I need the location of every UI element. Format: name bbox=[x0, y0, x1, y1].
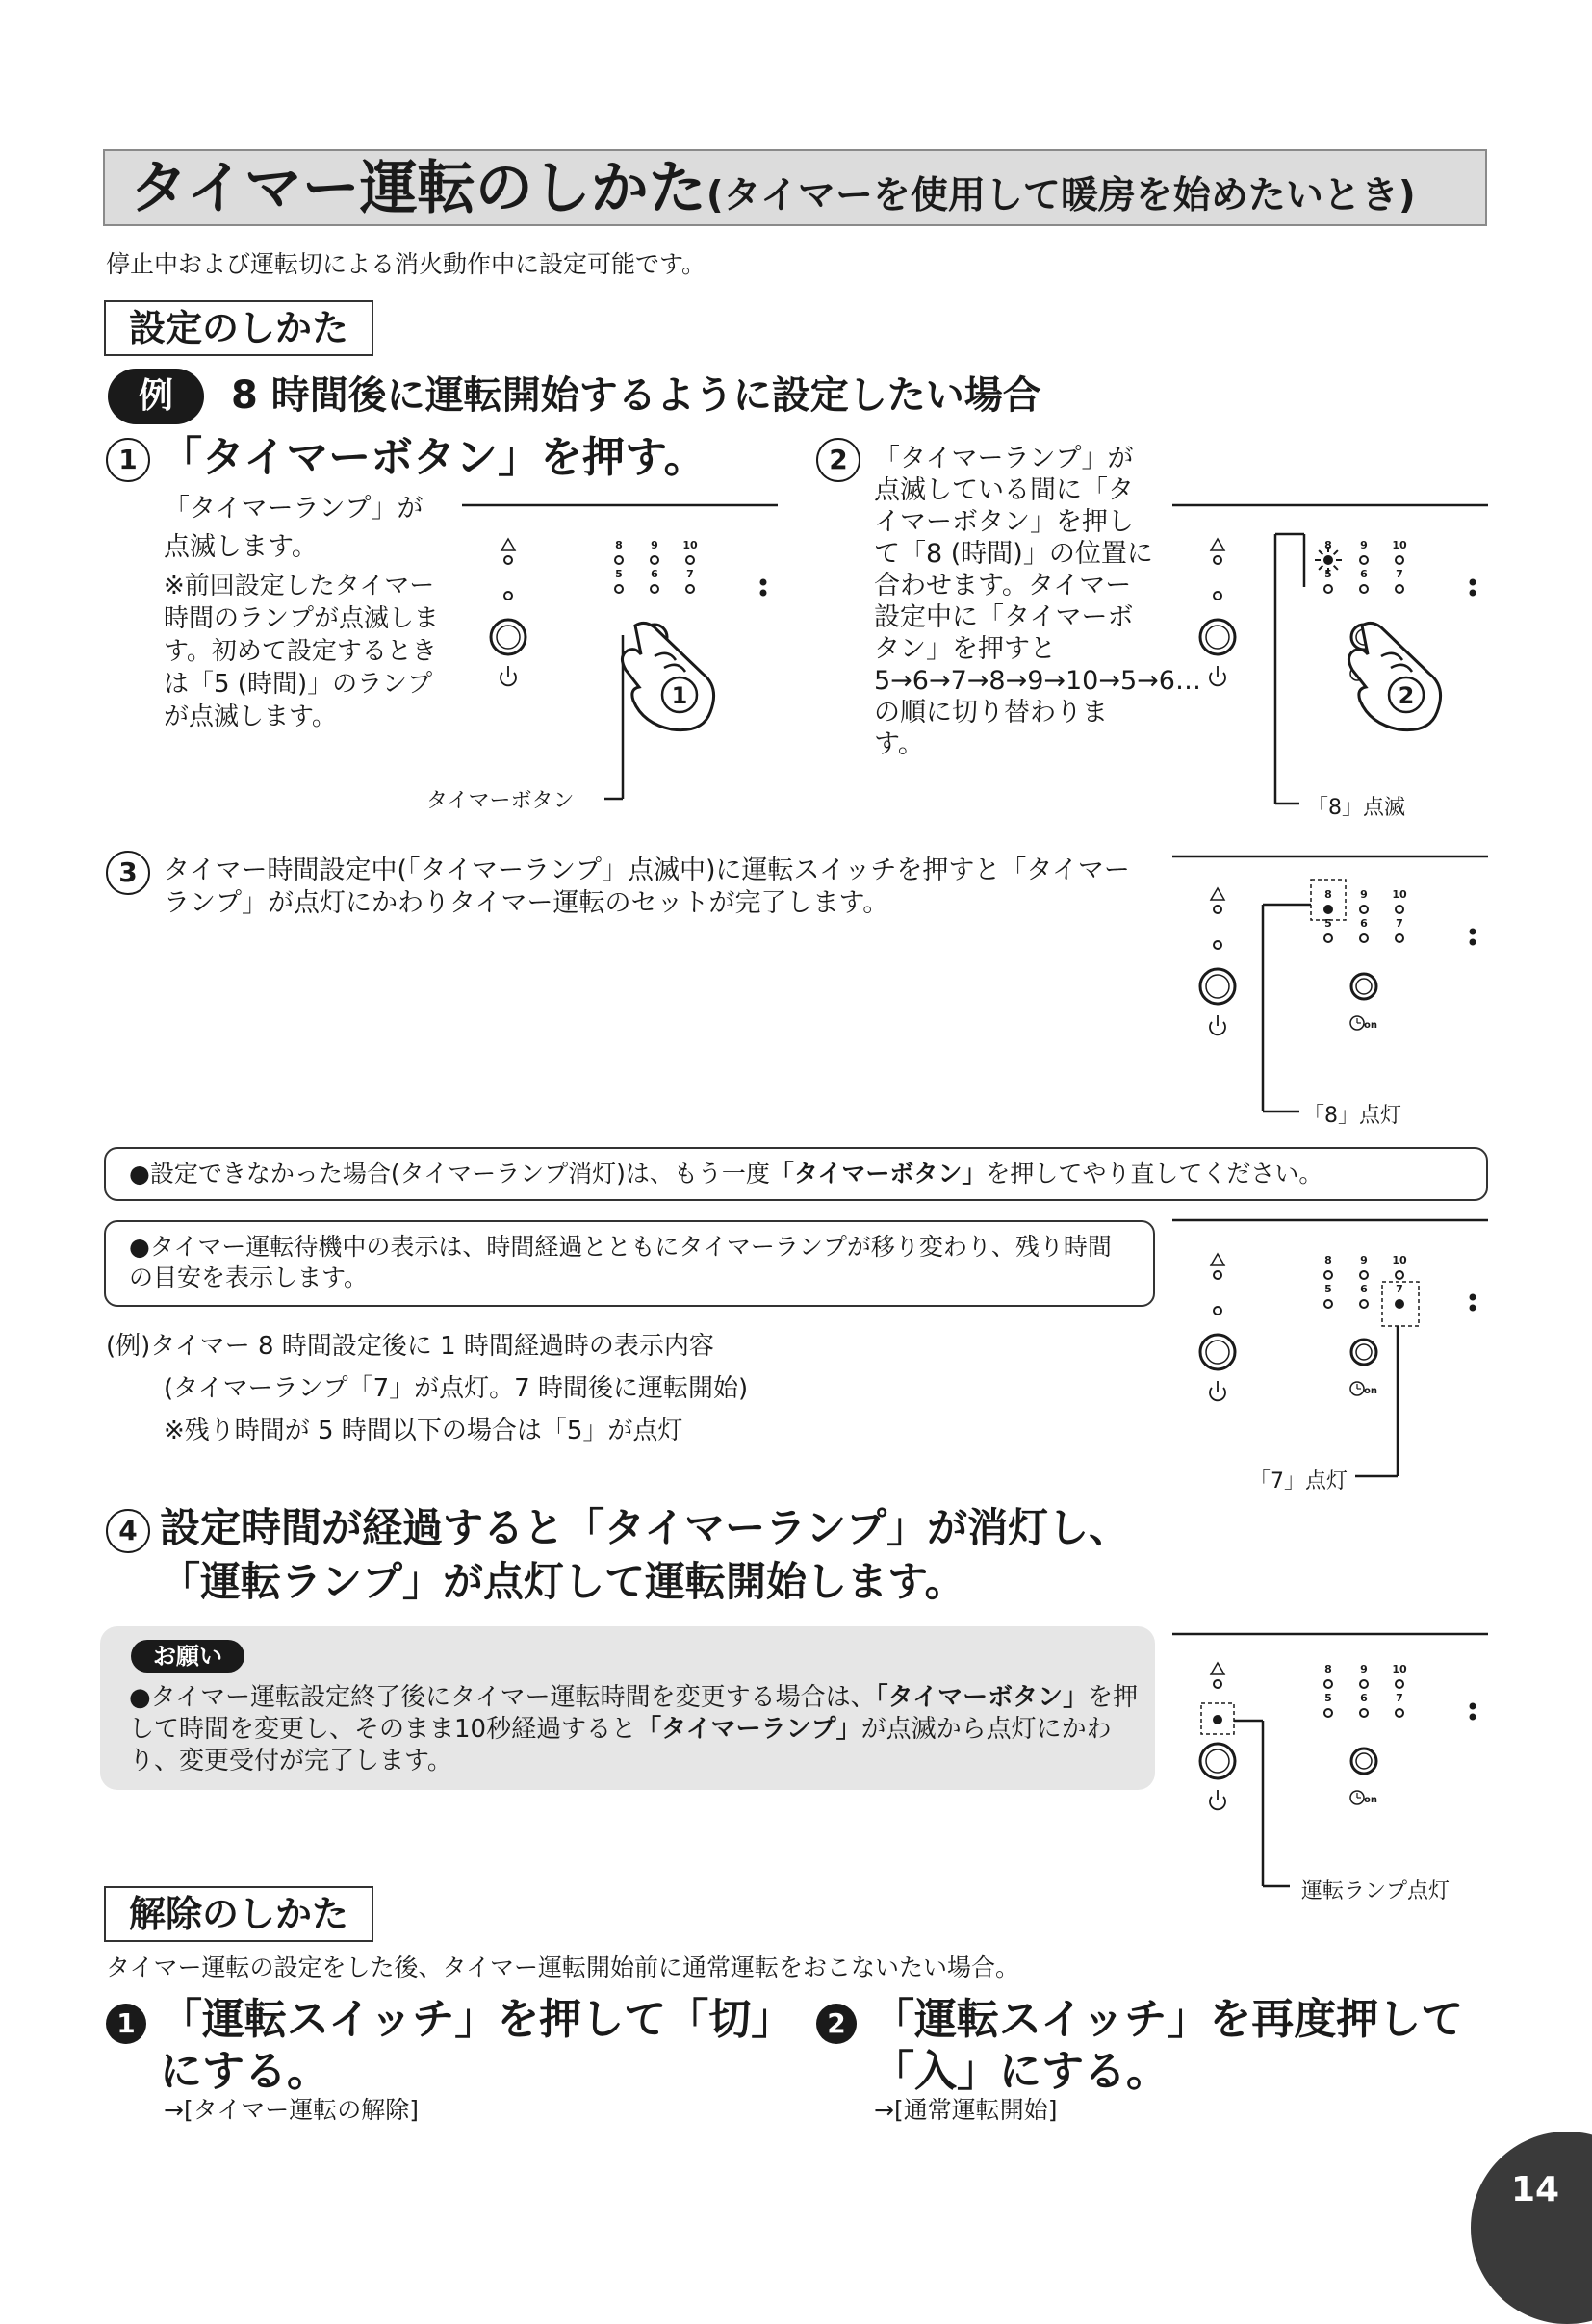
timer-lamp bbox=[1324, 556, 1332, 564]
step2-text: 「タイマーランプ」が点滅している間に「タイマーボタン」を押して「8 (時間)」の位置に合わせます。タイマー設定中に「タイマーボタン」を押すと 5→6→7→8→9→10→5→6…の順に切り替わります。 bbox=[874, 444, 1201, 759]
cancel-step2-sub: →[通常運転開始] bbox=[874, 2096, 1058, 2124]
timer-lamp-number: 9 bbox=[1360, 539, 1368, 551]
timer-lamp-number: 9 bbox=[651, 539, 658, 551]
on-label: on bbox=[1364, 1020, 1377, 1031]
timer-lamp bbox=[1396, 556, 1403, 564]
timer-lamp-number: 5 bbox=[1324, 1283, 1332, 1295]
request-text-post: が点滅から点灯にかわり、変更受付が完了します。 bbox=[129, 1715, 1112, 1775]
timer-lamp-number: 8 bbox=[1324, 1254, 1332, 1266]
step1-line2: 点滅します。 bbox=[164, 532, 318, 562]
operation-switch-inner bbox=[497, 626, 520, 649]
timer-lamp bbox=[1324, 906, 1332, 913]
timer-lamp-number: 8 bbox=[615, 539, 623, 551]
step2-number-circle: 2 bbox=[816, 438, 860, 482]
timer-lamp bbox=[1360, 906, 1368, 913]
timer-button-inner bbox=[1356, 1753, 1372, 1769]
timer-lamp-number: 6 bbox=[1360, 568, 1368, 580]
timer-lamp-number: 10 bbox=[1392, 888, 1407, 901]
timer-lamp bbox=[1324, 1709, 1332, 1717]
side-lamp-top bbox=[1470, 1294, 1476, 1300]
timer-lamp bbox=[1360, 556, 1368, 564]
example2-line3: ※残り時間が 5 時間以下の場合は「5」が点灯 bbox=[164, 1417, 683, 1445]
example-badge: 例 bbox=[108, 369, 204, 424]
operation-switch-inner bbox=[1206, 975, 1229, 998]
cancel-step1-text: 「運転スイッチ」を押して「切」にする。 bbox=[160, 1995, 794, 2096]
title-main-text: タイマー運転のしかた bbox=[130, 155, 706, 222]
timer-lamp bbox=[1360, 1300, 1368, 1308]
example2-lamp-label: 「7」点灯 bbox=[1249, 1469, 1348, 1494]
operation-lamp bbox=[1214, 1307, 1221, 1315]
side-lamp-bottom bbox=[1470, 590, 1476, 596]
timer-lamp bbox=[1360, 934, 1368, 942]
timer-lamp-number: 7 bbox=[1396, 568, 1403, 580]
timer-button bbox=[1351, 1340, 1376, 1365]
request-text-mid: を押して時間を変更し、そのまま10秒経過すると bbox=[129, 1683, 1139, 1744]
step1-number-circle: 1 bbox=[106, 438, 150, 482]
side-lamp-top bbox=[760, 579, 766, 585]
warning-lamp bbox=[1214, 906, 1221, 913]
timer-lamp bbox=[1360, 1271, 1368, 1279]
retry-note-pre: ●設定できなかった場合(タイマーランプ消灯)は、もう一度 bbox=[129, 1160, 770, 1188]
timer-lamp-number: 7 bbox=[686, 568, 694, 580]
step1-line1: 「タイマーランプ」が bbox=[164, 494, 424, 524]
operation-switch-inner bbox=[1206, 1749, 1229, 1773]
warning-icon bbox=[1211, 1663, 1224, 1674]
timer-lamp bbox=[1396, 1680, 1403, 1688]
timer-button bbox=[1351, 974, 1376, 999]
timer-lamp bbox=[615, 585, 623, 593]
timer-lamp-number: 6 bbox=[651, 568, 658, 580]
example-text: 8 時間後に運転開始するように設定したい場合 bbox=[231, 373, 1041, 418]
timer-lamp bbox=[1360, 1680, 1368, 1688]
timer-lamp bbox=[1396, 906, 1403, 913]
timer-lamp-number: 5 bbox=[1324, 1692, 1332, 1704]
timer-lamp bbox=[651, 585, 658, 593]
operation-lamp bbox=[1214, 1716, 1221, 1724]
request-badge: お願い bbox=[131, 1640, 244, 1673]
warning-icon bbox=[1211, 1254, 1224, 1265]
timer-lamp-number: 10 bbox=[1392, 539, 1407, 551]
timer-lamp-number: 9 bbox=[1360, 1254, 1368, 1266]
blink-ray bbox=[1334, 566, 1338, 570]
timer-lamp bbox=[1396, 1300, 1403, 1308]
timer-lamp bbox=[1396, 1709, 1403, 1717]
timer-button-inner bbox=[1356, 979, 1372, 994]
timer-lamp bbox=[1396, 585, 1403, 593]
timer-lamp bbox=[1360, 1709, 1368, 1717]
hand-number: 1 bbox=[671, 682, 688, 709]
example2-line2: (タイマーランプ「7」が点灯。7 時間後に運転開始) bbox=[164, 1374, 749, 1403]
timer-lamp-number: 10 bbox=[1392, 1663, 1407, 1675]
timer-lamp bbox=[1396, 934, 1403, 942]
timer-lamp-number: 6 bbox=[1360, 917, 1368, 930]
timer-lamp bbox=[1324, 934, 1332, 942]
step2-lamp-label: 「8」点滅 bbox=[1307, 796, 1405, 820]
example2-line1: (例)タイマー 8 時間設定後に 1 時間経過時の表示内容 bbox=[106, 1332, 714, 1361]
timer-lamp bbox=[686, 585, 694, 593]
timer-lamp bbox=[686, 556, 694, 564]
timer-lamp bbox=[651, 556, 658, 564]
intro-text: 停止中および運転切による消火動作中に設定可能です。 bbox=[106, 250, 706, 278]
timer-lamp-number: 6 bbox=[1360, 1283, 1368, 1295]
request-text-bold2: 「タイマーランプ」 bbox=[636, 1715, 861, 1744]
step1-note: ※前回設定したタイマー時間のランプが点滅します。初めて設定するときは「5 (時間)」のランプが点滅します。 bbox=[164, 572, 440, 731]
standby-note: ●タイマー運転待機中の表示は、時間経過とともにタイマーランプが移り変わり、残り時間の目安を表示します。 bbox=[104, 1220, 1155, 1307]
step4-line2: 「運転ランプ」が点灯して運転開始します。 bbox=[160, 1558, 965, 1605]
blink-ray bbox=[1319, 550, 1322, 554]
timer-lamp bbox=[1360, 585, 1368, 593]
timer-lamp bbox=[1324, 1271, 1332, 1279]
on-label: on bbox=[1364, 1795, 1377, 1805]
side-lamp-top bbox=[1470, 1703, 1476, 1709]
blink-ray bbox=[1334, 550, 1338, 554]
warning-lamp bbox=[1214, 1680, 1221, 1688]
side-lamp-bottom bbox=[760, 590, 766, 596]
timer-lamp-number: 8 bbox=[1324, 888, 1332, 901]
step3-text: タイマー時間設定中(「タイマーランプ」点滅中)に運転スイッチを押すと「タイマーランプ」が点灯にかわりタイマー運転のセットが完了します。 bbox=[164, 856, 1130, 918]
step3-lamp-label: 「8」点灯 bbox=[1303, 1104, 1401, 1128]
warning-icon bbox=[501, 539, 515, 550]
warning-icon bbox=[1211, 539, 1224, 550]
step4-number-circle: 4 bbox=[106, 1509, 150, 1553]
hand-number: 2 bbox=[1398, 682, 1415, 709]
timer-lamp-number: 7 bbox=[1396, 917, 1403, 930]
timer-lamp bbox=[1324, 1680, 1332, 1688]
timer-lamp bbox=[1324, 585, 1332, 593]
side-lamp-bottom bbox=[1470, 1714, 1476, 1720]
warning-icon bbox=[1211, 888, 1224, 900]
timer-lamp-number: 10 bbox=[1392, 1254, 1407, 1266]
step4-lamp-label: 運転ランプ点灯 bbox=[1301, 1879, 1451, 1903]
timer-lamp-number: 7 bbox=[1396, 1692, 1403, 1704]
warning-lamp bbox=[1214, 1271, 1221, 1279]
on-label: on bbox=[1364, 1386, 1377, 1396]
timer-lamp-number: 9 bbox=[1360, 888, 1368, 901]
warning-lamp bbox=[504, 556, 512, 564]
cancel-step2-text: 「運転スイッチ」を再度押して「入」にする。 bbox=[872, 1995, 1464, 2096]
blink-ray bbox=[1319, 566, 1322, 570]
setting-section-heading: 設定のしかた bbox=[104, 300, 373, 356]
timer-lamp-number: 5 bbox=[1324, 917, 1332, 930]
cancel-intro: タイマー運転の設定をした後、タイマー運転開始前に通常運転をおこないたい場合。 bbox=[106, 1954, 1020, 1981]
side-lamp-bottom bbox=[1470, 939, 1476, 945]
side-lamp-top bbox=[1470, 579, 1476, 585]
timer-lamp-number: 8 bbox=[1324, 1663, 1332, 1675]
timer-button-inner bbox=[1356, 1344, 1372, 1360]
timer-lamp-number: 5 bbox=[615, 568, 623, 580]
operation-lamp bbox=[1214, 941, 1221, 949]
timer-button bbox=[1351, 1749, 1376, 1774]
timer-lamp-number: 10 bbox=[682, 539, 698, 551]
cancel-step2-number-circle: 2 bbox=[816, 2004, 857, 2044]
cancel-step1-number-circle: 1 bbox=[106, 2004, 146, 2044]
step4-line1: 設定時間が経過すると「タイマーランプ」が消灯し、 bbox=[160, 1504, 1130, 1551]
timer-lamp-number: 5 bbox=[1324, 568, 1332, 580]
step1-heading: 「タイマーボタン」を押す。 bbox=[160, 433, 706, 482]
cancel-section-heading: 解除のしかた bbox=[104, 1886, 373, 1942]
retry-note-bold: 「タイマーボタン」 bbox=[769, 1160, 987, 1188]
timer-lamp-number: 8 bbox=[1324, 539, 1332, 551]
side-lamp-bottom bbox=[1470, 1305, 1476, 1311]
title-subtitle: (タイマーを使用して暖房を始めたいとき) bbox=[706, 174, 1416, 217]
step3-number-circle: 3 bbox=[106, 851, 150, 895]
timer-lamp bbox=[1324, 1300, 1332, 1308]
timer-lamp-number: 6 bbox=[1360, 1692, 1368, 1704]
warning-lamp bbox=[1214, 556, 1221, 564]
timer-lamp-number: 9 bbox=[1360, 1663, 1368, 1675]
operation-lamp bbox=[504, 592, 512, 600]
request-text-bold1: 「タイマーボタン」 bbox=[875, 1683, 1089, 1712]
request-text-pre: ●タイマー運転設定終了後にタイマー運転時間を変更する場合は、 bbox=[129, 1683, 876, 1712]
page-number: 14 bbox=[1511, 2170, 1560, 2209]
side-lamp-top bbox=[1470, 929, 1476, 934]
hand-icon bbox=[622, 623, 713, 729]
retry-note-post: を押してやり直してください。 bbox=[986, 1160, 1323, 1188]
timer-lamp-number: 7 bbox=[1396, 1283, 1403, 1295]
cancel-step1-sub: →[タイマー運転の解除] bbox=[164, 2096, 419, 2124]
timer-lamp bbox=[1396, 1271, 1403, 1279]
operation-lamp bbox=[1214, 592, 1221, 600]
hand-icon bbox=[1348, 623, 1440, 729]
operation-switch-inner bbox=[1206, 1341, 1229, 1364]
operation-switch-inner bbox=[1206, 626, 1229, 649]
timer-lamp bbox=[615, 556, 623, 564]
timer-button-label: タイマーボタン bbox=[426, 789, 575, 813]
